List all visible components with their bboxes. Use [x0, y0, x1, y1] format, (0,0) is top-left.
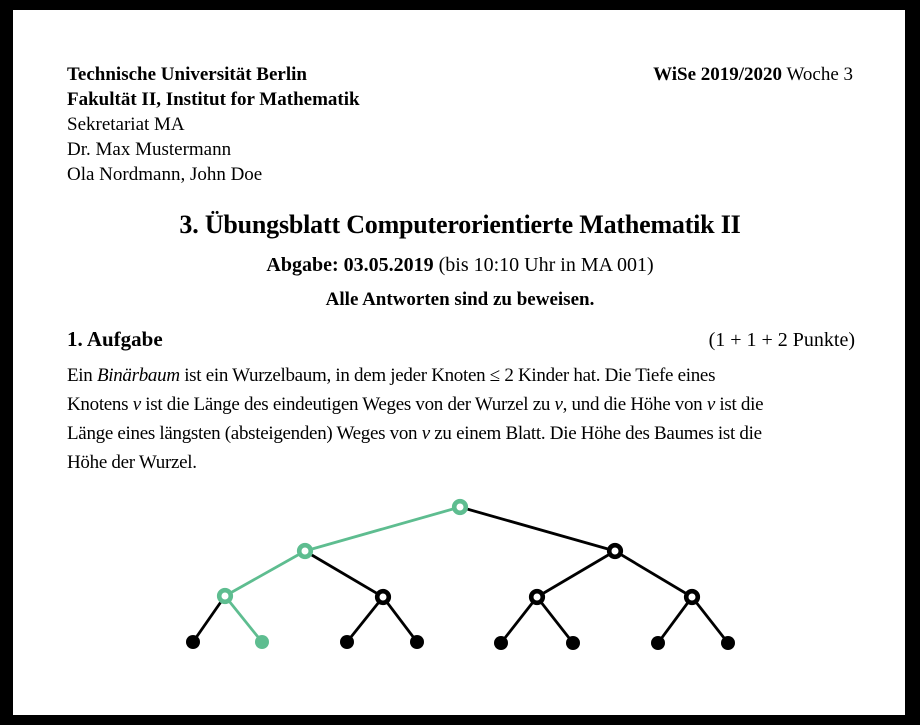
- tree-internal-node: [531, 591, 543, 603]
- exercise-number: 1. Aufgabe: [67, 327, 163, 351]
- exercise-points: (1 + 1 + 2 Punkte): [708, 329, 855, 351]
- department-name: Fakultät II, Institut for Mathematik: [67, 89, 360, 110]
- tree-edge: [692, 597, 728, 643]
- sheet-title: 3. Übungsblatt Computerorientierte Mathematik II: [179, 210, 741, 239]
- tree-edge: [225, 596, 262, 642]
- tree-leaf-node: [410, 635, 424, 649]
- office-name: Sekretariat MA: [67, 114, 185, 135]
- body-line: Höhe der Wurzel.: [67, 452, 197, 473]
- tree-edge: [305, 507, 460, 551]
- tree-edge: [658, 597, 692, 643]
- tree-edge: [347, 597, 383, 642]
- tree-edge: [305, 551, 383, 597]
- body-line: Ein Binärbaum ist ein Wurzelbaum, in dem jeder Knoten ≤ 2 Kinder hat. Die Tiefe eines: [67, 365, 716, 386]
- proof-instruction: Alle Antworten sind zu beweisen.: [325, 289, 595, 310]
- tree-internal-node: [454, 501, 466, 513]
- tree-edge: [383, 597, 417, 642]
- lecturer-name: Dr. Max Mustermann: [67, 139, 232, 160]
- tree-leaf-node: [186, 635, 200, 649]
- tree-internal-node: [377, 591, 389, 603]
- body-line: Knotens v ist die Länge des eindeutigen Weges von der Wurzel zu v, und die Höhe von v ist die: [67, 394, 764, 415]
- tree-internal-node: [299, 545, 311, 557]
- semester-label: WiSe 2019/2020: [653, 64, 783, 85]
- tree-edge: [615, 551, 692, 597]
- tree-edge: [460, 507, 615, 551]
- tree-internal-node: [609, 545, 621, 557]
- week-label: Woche 3: [786, 64, 853, 85]
- tree-edge: [501, 597, 537, 643]
- tree-edge: [537, 551, 615, 597]
- tree-leaf-node: [340, 635, 354, 649]
- tree-internal-node: [686, 591, 698, 603]
- institution-name: Technische Universität Berlin: [67, 64, 307, 85]
- tree-edge: [225, 551, 305, 596]
- tree-edge: [537, 597, 573, 643]
- body-line: Länge eines längsten (absteigenden) Weges von v zu einem Blatt. Die Höhe des Baumes ist die: [67, 423, 762, 444]
- tree-leaf-node: [566, 636, 580, 650]
- tree-leaf-node: [255, 635, 269, 649]
- tree-leaf-node: [651, 636, 665, 650]
- deadline-date: Abgabe: 03.05.2019: [266, 254, 434, 276]
- tree-leaf-node: [494, 636, 508, 650]
- tree-edge: [193, 596, 225, 642]
- tree-leaf-node: [721, 636, 735, 650]
- tree-internal-node: [219, 590, 231, 602]
- assistants-names: Ola Nordmann, John Doe: [67, 164, 263, 185]
- deadline-details: (bis 10:10 Uhr in MA 001): [433, 254, 654, 276]
